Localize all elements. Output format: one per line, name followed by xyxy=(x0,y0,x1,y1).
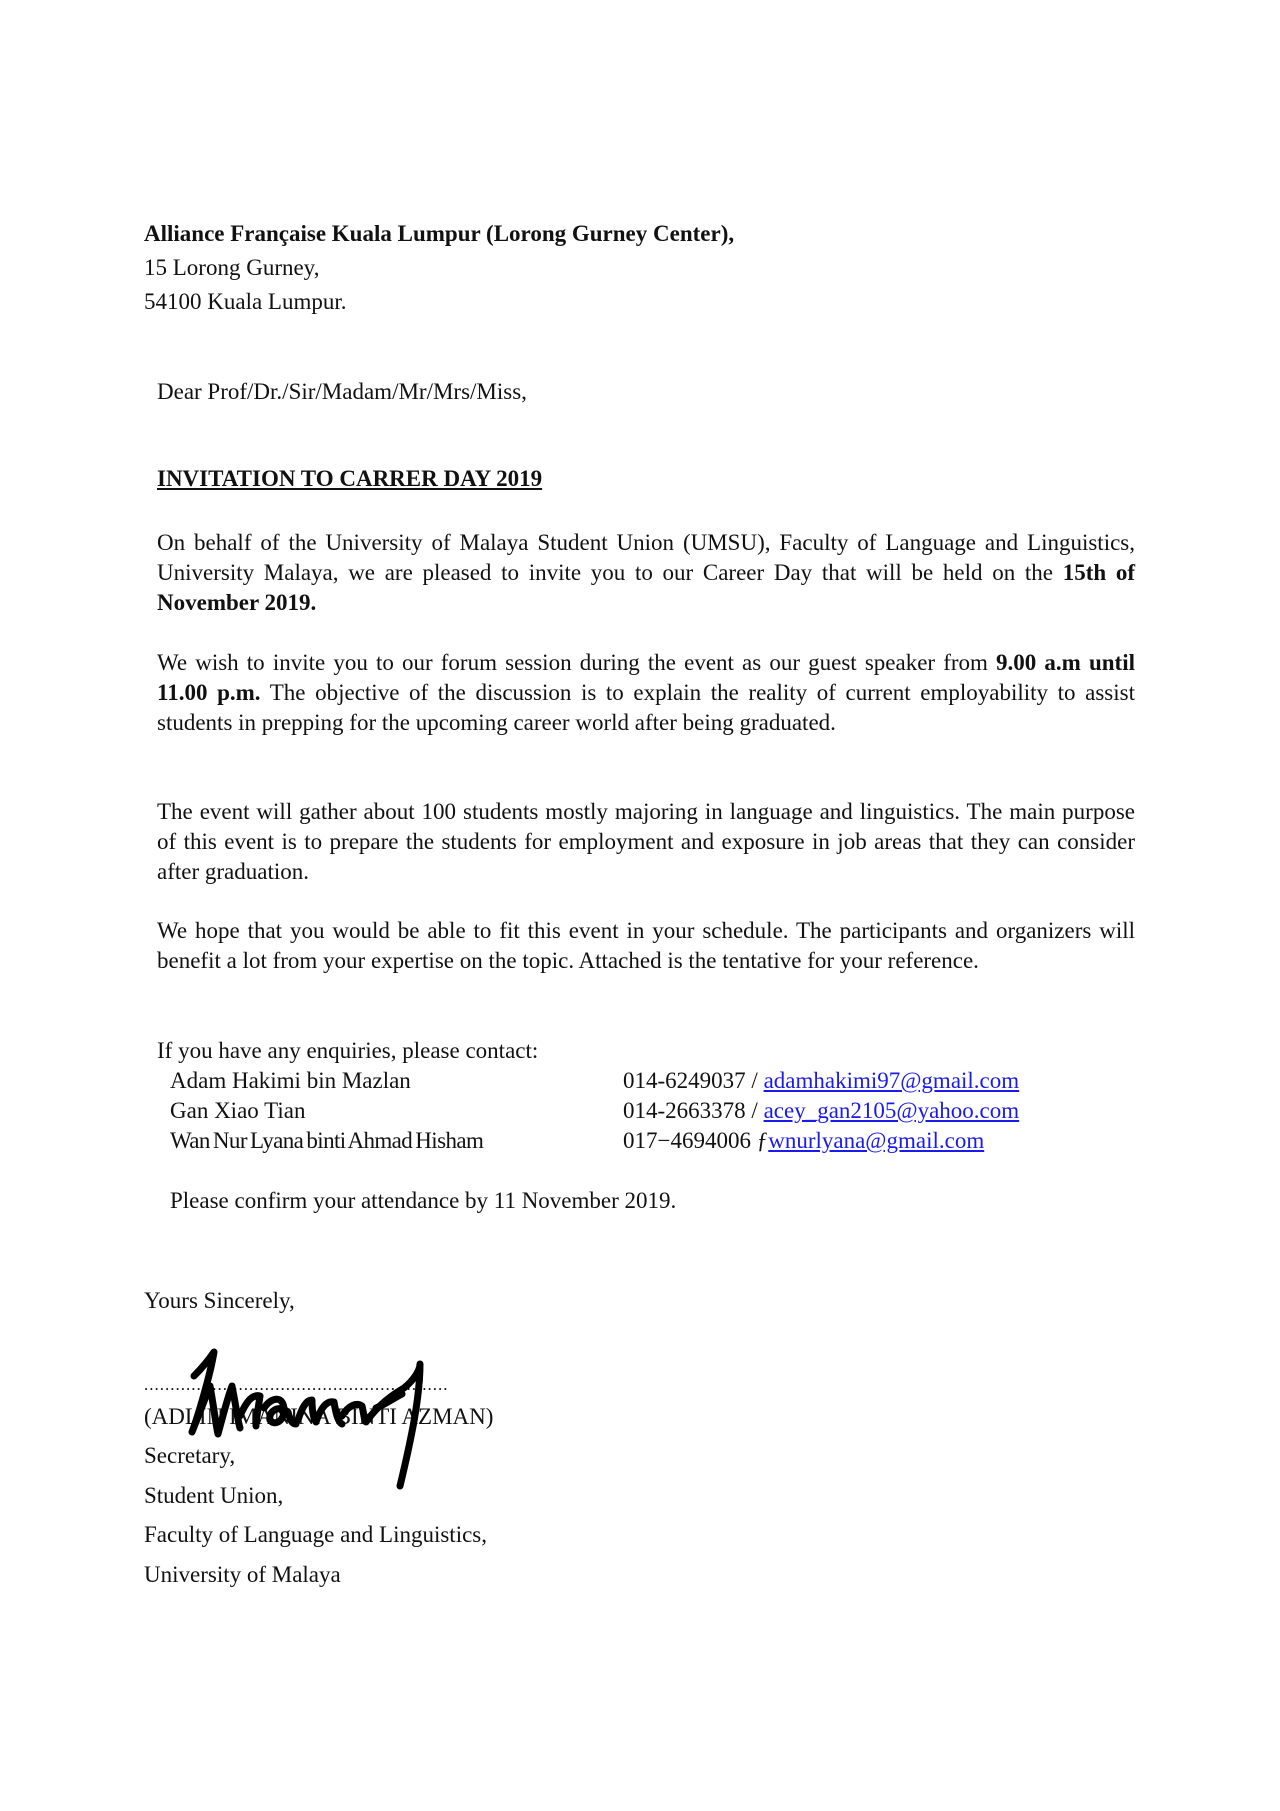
contact-phone: 017−4694006 ƒ xyxy=(623,1128,769,1153)
contact-email-link[interactable]: wnurlyana@gmail.com xyxy=(768,1128,985,1153)
contact-details xyxy=(623,1096,1019,1126)
contact-name: Wan Nur Lyana binti Ahmad Hisham xyxy=(170,1128,484,1153)
contact-name: Adam Hakimi bin Mazlan xyxy=(170,1068,411,1093)
paragraph-1 xyxy=(157,528,1135,618)
organization-line-2: Faculty of Language and Linguistics, xyxy=(144,1522,488,1547)
contact-phone: 014-2663378 / xyxy=(623,1098,764,1123)
organization-line-1: Student Union, xyxy=(144,1483,284,1508)
signatory-name: (ADLIN IMANINA BINTI AZMAN) xyxy=(144,1404,494,1429)
paragraph-4: We hope that you would be able to fit this event in your schedule. The participants and organizers will benefit a lot from your expertise on the topic. Attached is the tentative for your reference. xyxy=(157,918,1135,973)
paragraph-2-end: The objective of the discussion is to explain the reality of current employability to assist students in prepping for the upcoming career world after being graduated. xyxy=(157,680,1135,735)
contact-phone: 014-6249037 / xyxy=(623,1068,764,1093)
organization-line-3: University of Malaya xyxy=(144,1562,341,1587)
salutation: Dear Prof/Dr./Sir/Madam/Mr/Mrs/Miss, xyxy=(157,379,527,404)
paragraph-1-text: On behalf of the University of Malaya Student Union (UMSU), Faculty of Language and Linguistics, University Malaya, we are pleased to invite you to our Career Day that will be held on the xyxy=(157,530,1135,585)
paragraph-2-start: We wish to invite you to our forum session during the event as our guest speaker from xyxy=(157,650,997,675)
enquiry-intro: If you have any enquiries, please contact: xyxy=(157,1038,539,1063)
recipient-name: Alliance Française Kuala Lumpur (Lorong Gurney Center), xyxy=(144,221,735,246)
handwritten-signature xyxy=(180,1316,490,1492)
contact-email-link[interactable]: acey_gan2105@yahoo.com xyxy=(763,1098,1020,1123)
letter-title: INVITATION TO CARRER DAY 2019 xyxy=(157,466,543,491)
recipient-city: 54100 Kuala Lumpur. xyxy=(144,289,347,314)
signatory-position: Secretary, xyxy=(144,1443,236,1468)
event-time: 9.00 a.m until 11.00 p.m. xyxy=(157,650,1135,705)
contact-details xyxy=(623,1066,1019,1096)
sign-off: Yours Sincerely, xyxy=(144,1288,295,1313)
paragraph-2 xyxy=(157,648,1135,738)
contact-details xyxy=(623,1126,984,1156)
contact-name: Gan Xiao Tian xyxy=(170,1098,306,1123)
confirm-attendance: Please confirm your attendance by 11 November 2019. xyxy=(170,1188,677,1213)
paragraph-3: The event will gather about 100 students mostly majoring in language and linguistics. The main purpose of this event is to prepare the students for employment and exposure in job areas that they can consider after graduation. xyxy=(157,799,1135,884)
event-date: 15th of November 2019. xyxy=(157,560,1135,615)
signature-line: .......................................................... xyxy=(144,1375,449,1394)
recipient-street: 15 Lorong Gurney, xyxy=(144,255,320,280)
contact-email-link[interactable]: adamhakimi97@gmail.com xyxy=(763,1068,1020,1093)
